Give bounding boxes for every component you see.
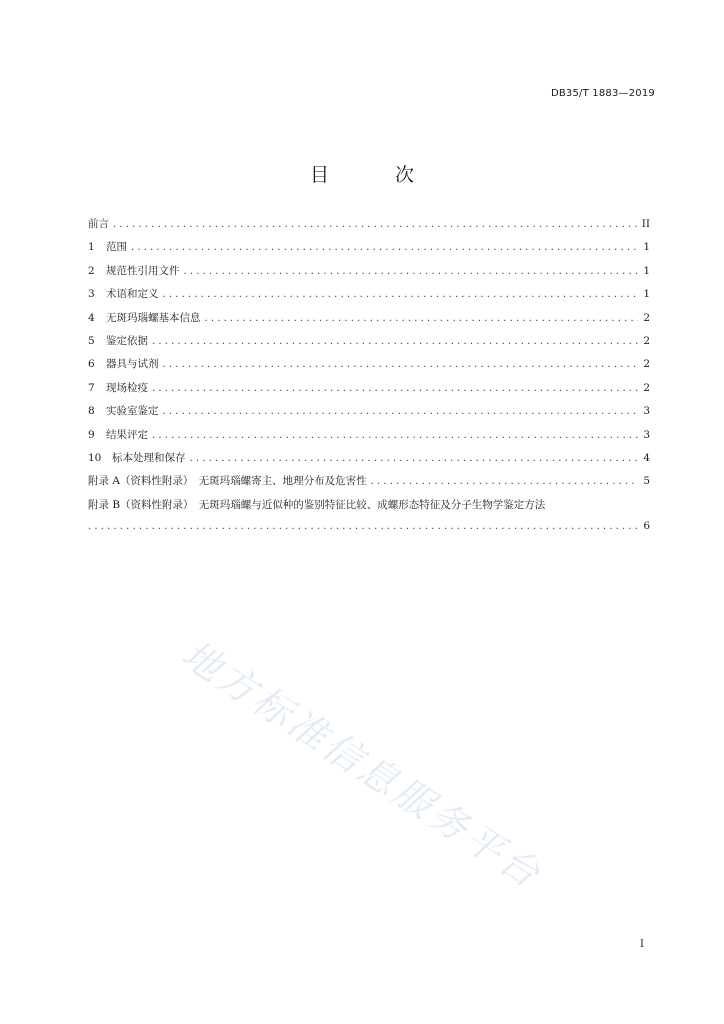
toc-section-number: 7	[88, 381, 95, 394]
toc-entry-8[interactable]	[88, 403, 650, 426]
document-code: DB35/T 1883—2019	[550, 88, 655, 99]
toc-entry-10[interactable]	[88, 450, 650, 473]
toc-leader-dots	[131, 242, 638, 253]
toc-leader-dots	[152, 336, 638, 347]
toc-label: 鉴定依据	[106, 334, 148, 347]
toc-entry-4[interactable]	[88, 310, 650, 333]
toc-leader-dots	[152, 430, 638, 441]
toc-section-number: 1	[88, 241, 95, 254]
toc-section-number: 5	[88, 334, 95, 347]
toc-leader-dots	[371, 476, 638, 487]
page-number: I	[640, 939, 644, 950]
toc-page-number: 5	[643, 475, 650, 488]
toc-label: 无斑玛瑙螺基本信息	[106, 311, 201, 324]
toc-page-number: 4	[643, 451, 650, 464]
toc-leader-dots	[163, 359, 639, 370]
toc-section-number: 3	[88, 288, 95, 301]
toc-label: 前言	[88, 218, 109, 230]
toc-label: 术语和定义	[106, 288, 159, 301]
toc-entry-appendix-a[interactable]	[88, 473, 650, 496]
toc-entry-foreword[interactable]	[88, 216, 650, 239]
toc-leader-dots	[152, 383, 638, 394]
toc-leader-dots	[205, 313, 639, 324]
toc-leader-dots	[163, 289, 639, 300]
toc-entry-3[interactable]	[88, 286, 650, 309]
toc-entry-7[interactable]	[88, 380, 650, 403]
toc-label: 结果评定	[106, 428, 148, 441]
toc-leader-dots	[190, 453, 639, 464]
toc-leader-dots	[163, 406, 639, 417]
toc-label: 实验室鉴定	[106, 405, 159, 418]
toc-leader-dots	[88, 521, 638, 532]
toc-label: 现场检疫	[106, 381, 148, 394]
toc-section-number: 4	[88, 311, 95, 324]
page-title: 目 次	[309, 164, 445, 186]
watermark: 地方标准信息服务平台	[174, 631, 551, 898]
toc-entry-2[interactable]	[88, 263, 650, 286]
toc-label: 附录 A（资料性附录） 无斑玛瑙螺寄主、地理分布及危害性	[88, 475, 367, 488]
toc-entry-6[interactable]	[88, 356, 650, 379]
toc-section-number: 2	[88, 264, 95, 277]
toc-page-number: 3	[643, 405, 650, 418]
toc-page-number: 1	[643, 264, 650, 277]
table-of-contents	[88, 216, 650, 543]
toc-entry-appendix-b-continuation	[88, 520, 650, 543]
toc-label: 规范性引用文件	[106, 264, 180, 277]
toc-entry-1[interactable]	[88, 239, 650, 262]
toc-label: 附录 B（资料性附录） 无斑玛瑙螺与近似种的鉴别特征比较、成螺形态特征及分子生物学鉴定方法	[88, 498, 546, 511]
toc-label: 标本处理和保存	[112, 451, 186, 464]
toc-section-number: 6	[88, 358, 95, 371]
toc-page-number: II	[641, 218, 650, 230]
toc-leader-dots	[113, 219, 638, 230]
toc-label: 器具与试剂	[106, 358, 159, 371]
toc-page-number: 3	[643, 428, 650, 441]
toc-section-number: 9	[88, 428, 95, 441]
toc-entry-5[interactable]	[88, 333, 650, 356]
toc-page-number: 2	[643, 358, 650, 371]
toc-page-number: 2	[643, 381, 650, 394]
toc-entry-appendix-b[interactable]	[88, 497, 650, 520]
toc-page-number: 2	[643, 311, 650, 324]
toc-entry-9[interactable]	[88, 427, 650, 450]
toc-page-number: 2	[643, 334, 650, 347]
toc-leader-dots	[184, 266, 639, 277]
toc-page-number: 1	[643, 288, 650, 301]
toc-label: 范围	[106, 241, 127, 254]
toc-page-number: 1	[643, 241, 650, 254]
toc-page-number: 6	[643, 520, 650, 533]
toc-section-number: 8	[88, 405, 95, 418]
toc-section-number: 10	[88, 451, 102, 464]
